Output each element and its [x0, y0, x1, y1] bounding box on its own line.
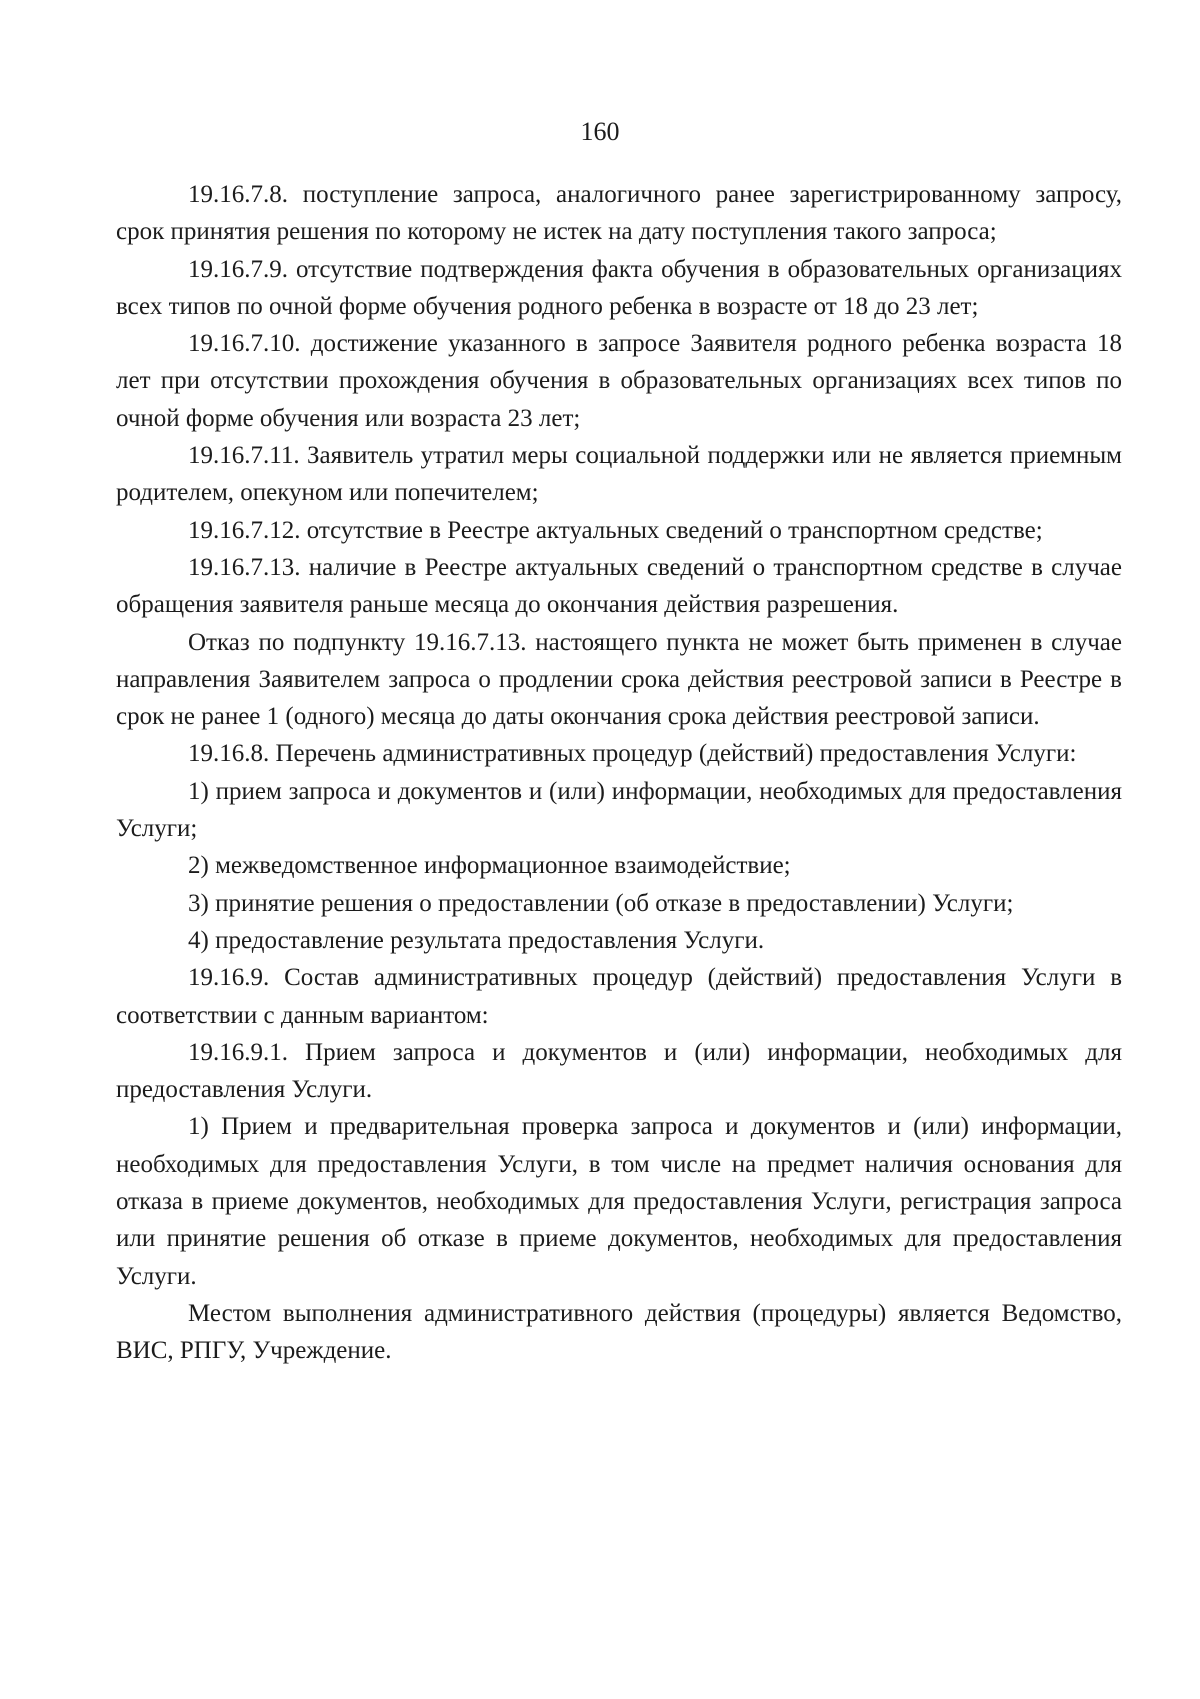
paragraph-19-16-7-13: 19.16.7.13. наличие в Реестре актуальных сведений о транспортном средстве в случае обращения заявителя раньше месяца до окончания действия разрешения. [116, 553, 1122, 619]
paragraph-19-16-7-10: 19.16.7.10. достижение указанного в запросе Заявителя родного ребенка возраста 18 лет при отсутствии прохождения обучения в образовательных организациях всех типов по очной форме обучения или возраста 23 лет; [116, 330, 1122, 432]
paragraph-19-16-7-11: 19.16.7.11. Заявитель утратил меры социальной поддержки или не является приемным родителем, опекуном или попечителем; [116, 442, 1122, 507]
paragraph-19-16-7-8: 19.16.7.8. поступление запроса, аналогичного ранее зарегистрированному запросу, срок принятия решения по которому не истек на дату поступления такого запроса; [116, 181, 1122, 246]
paragraph-19-16-8: 19.16.8. Перечень административных процедур (действий) предоставления Услуги: [188, 740, 1077, 768]
paragraph-refusal-note: Отказ по подпункту 19.16.7.13. настоящего пункта не может быть применен в случае направления Заявителем запроса о продлении срока действия реестровой записи в Реестре в срок не ранее 1 (одного) месяца до даты окончания срока действия реестровой записи. [116, 628, 1122, 731]
paragraph-19-16-7-9: 19.16.7.9. отсутствие подтверждения факта обучения в образовательных организациях всех типов по очной форме обучения родного ребенка в возрасте от 18 до 23 лет; [116, 255, 1122, 320]
document-body [116, 176, 1122, 1370]
list-item-4: 4) предоставление результата предоставления Услуги. [188, 926, 765, 954]
list-item-3: 3) принятие решения о предоставлении (об отказе в предоставлении) Услуги; [188, 889, 1014, 917]
paragraph-19-16-7-12: 19.16.7.12. отсутствие в Реестре актуальных сведений о транспортном средстве; [188, 516, 1043, 544]
paragraph-19-16-9-1: 19.16.9.1. Прием запроса и документов и (или) информации, необходимых для предоставления Услуги. [116, 1038, 1122, 1104]
paragraph-19-16-9: 19.16.9. Состав административных процедур (действий) предоставления Услуги в соответствии с данным вариантом: [116, 964, 1122, 1029]
list-item-2: 2) межведомственное информационное взаимодействие; [188, 852, 791, 880]
paragraph-place-of-execution: Местом выполнения административного действия (процедуры) является Ведомство, ВИС, РПГУ, Учреждение. [116, 1299, 1122, 1365]
paragraph-19-16-9-1-item-1: 1) Прием и предварительная проверка запроса и документов и (или) информации, необходимых для предоставления Услуги, в том числе на предмет наличия основания для отказа в приеме документов, необходимых для предоставления Услуги, регистрация запроса или принятие решения об отказе в приеме документов, необходимых для предоставления Услуги. [116, 1113, 1122, 1290]
page-number: 160 [580, 117, 620, 146]
list-item-1: 1) прием запроса и документов и (или) информации, необходимых для предоставления Услуги; [116, 777, 1122, 843]
